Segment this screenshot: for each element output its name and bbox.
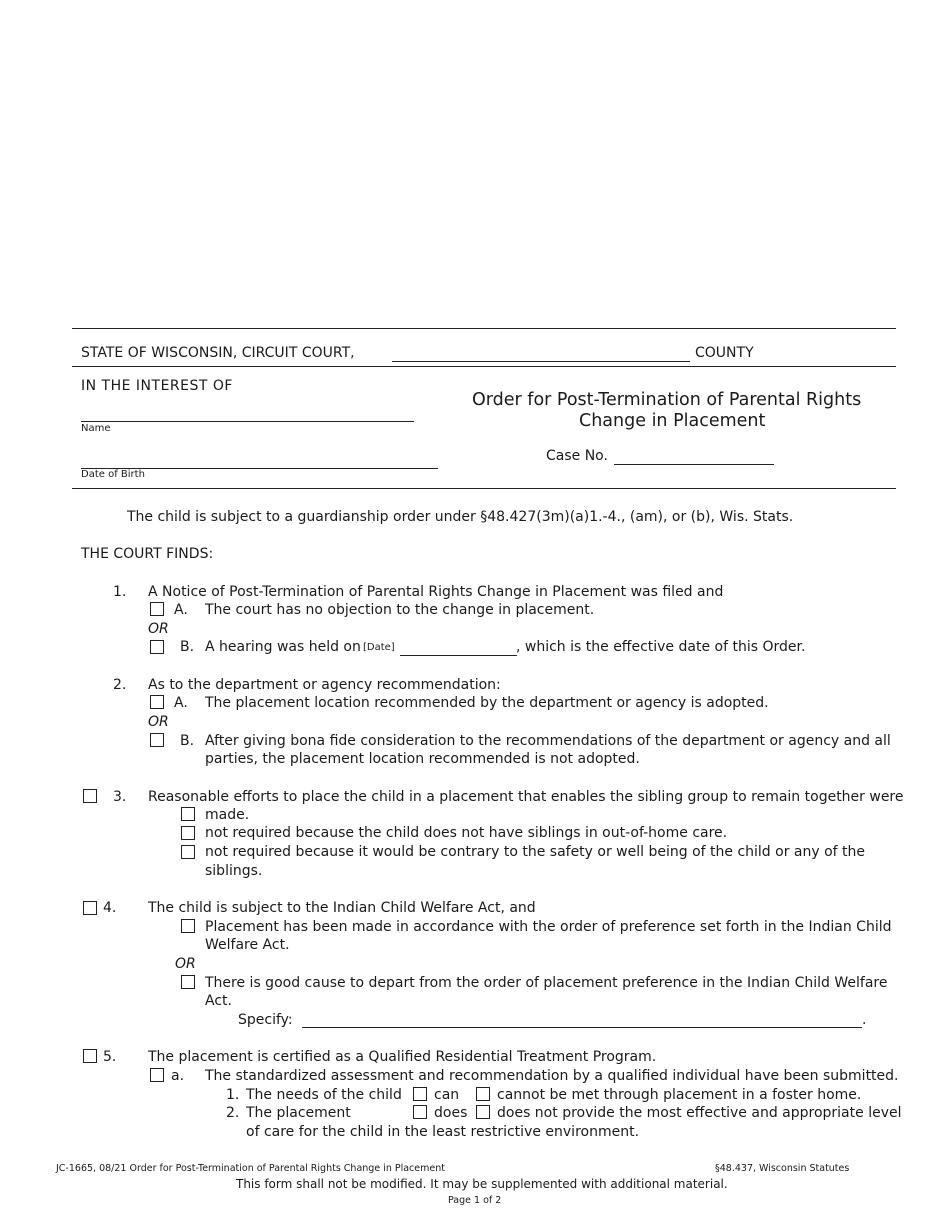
item4-opt1-line1: Placement has been made in accordance with the order of preference set forth in the Indian Child [205,919,892,935]
county-label: COUNTY [695,345,754,361]
item4-opt2-checkbox[interactable] [181,975,195,989]
footer-statute: §48.437, Wisconsin Statutes [715,1163,850,1174]
item5-sub2-doesnot-label: does not provide the most effective and appropriate level [497,1105,902,1121]
footer-page-number: Page 1 of 2 [448,1195,502,1206]
item5-sub2-text: The placement [246,1105,351,1121]
item4-or: OR [175,956,196,972]
footer-notice: This form shall not be modified. It may be supplemented with additional material. [236,1177,728,1191]
item3-text: Reasonable efforts to place the child in a placement that enables the sibling group to remain together were [148,789,904,805]
item5-text: The placement is certified as a Qualified Residential Treatment Program. [148,1049,657,1065]
item1-or: OR [148,621,169,637]
item2-a-checkbox[interactable] [150,695,164,709]
dob-label: Date of Birth [81,469,145,480]
case-no-label: Case No. [546,448,608,464]
item5-checkbox[interactable] [83,1049,97,1063]
item3-opt3-line2: siblings. [205,863,263,879]
item3-opt3-line1: not required because it would be contrary to the safety or well being of the child or any of the [205,844,866,860]
state-court-label: STATE OF WISCONSIN, CIRCUIT COURT, [81,345,355,361]
item4-opt2-line2: Act. [205,993,232,1009]
item1-number: 1. [113,584,127,600]
header-bottom-rule [72,488,896,489]
item3-opt2-checkbox[interactable] [181,826,195,840]
item2-b-checkbox[interactable] [150,733,164,747]
specify-period: . [862,1012,867,1028]
item5-sub1-can-label: can [434,1087,460,1103]
item1-a-text: The court has no objection to the change in placement. [205,602,595,618]
item5-sub2-line2: of care for the child in the least restrictive environment. [246,1124,640,1140]
item2-text: As to the department or agency recommendation: [148,677,501,693]
item5-sub1-text: The needs of the child [246,1087,402,1103]
hearing-date-field[interactable] [400,655,517,656]
item1-b-checkbox[interactable] [150,640,164,654]
form-title-line2: Change in Placement [579,411,766,431]
specify-label: Specify: [238,1012,293,1028]
case-no-field[interactable] [614,464,774,465]
item5-sub2-number: 2. [226,1105,240,1121]
item5-sub2-does-label: does [434,1105,468,1121]
item2-a-letter: A. [174,695,188,711]
footer-form-id: JC-1665, 08/21 Order for Post-Termination of Parental Rights Change in Placement [56,1163,445,1174]
item2-b-text-line2: parties, the placement location recommended is not adopted. [205,751,640,767]
item1-b-date-label: [Date] [363,642,395,653]
item2-a-text: The placement location recommended by the department or agency is adopted. [205,695,769,711]
item5-sub2-doesnot-checkbox[interactable] [476,1105,490,1119]
item4-text: The child is subject to the Indian Child Welfare Act, and [148,900,536,916]
court-finds-heading: THE COURT FINDS: [81,546,214,562]
item5-sub2-does-checkbox[interactable] [413,1105,427,1119]
item2-b-text-line1: After giving bona fide consideration to the recommendations of the department or agency and all [205,733,891,749]
intro-text: The child is subject to a guardianship order under §48.427(3m)(a)1.-4., (am), or (b), Wis. Stats. [127,509,794,525]
item1-text: A Notice of Post-Termination of Parental Rights Change in Placement was filed and [148,584,724,600]
item3-opt1-text: made. [205,807,250,823]
item4-opt2-line1: There is good cause to depart from the order of placement preference in the Indian Child Welfare [205,975,888,991]
specify-field[interactable] [302,1027,862,1028]
item5-sub1-cannot-label: cannot be met through placement in a foster home. [497,1087,862,1103]
item1-b-letter: B. [180,639,195,655]
item5-a-text: The standardized assessment and recommendation by a qualified individual have been submitted. [205,1068,899,1084]
form-title-line1: Order for Post-Termination of Parental Rights [472,390,862,410]
item5-sub1-number: 1. [226,1087,240,1103]
in-interest-of-label: IN THE INTEREST OF [81,378,233,394]
name-label: Name [81,423,111,434]
item5-sub1-can-checkbox[interactable] [413,1087,427,1101]
item1-b-text-pre: A hearing was held on [205,639,361,655]
item4-number: 4. [103,900,117,916]
county-field[interactable] [392,361,690,362]
item2-number: 2. [113,677,127,693]
item5-a-letter: a. [171,1068,185,1084]
header-top-rule [72,328,896,329]
item3-checkbox[interactable] [83,789,97,803]
item3-opt2-text: not required because the child does not have siblings in out-of-home care. [205,825,728,841]
item5-a-checkbox[interactable] [150,1068,164,1082]
item2-b-letter: B. [180,733,195,749]
item4-opt1-checkbox[interactable] [181,919,195,933]
item1-a-letter: A. [174,602,188,618]
item3-number: 3. [113,789,127,805]
name-field[interactable] [81,421,414,422]
item5-number: 5. [103,1049,117,1065]
item5-sub1-cannot-checkbox[interactable] [476,1087,490,1101]
item2-or: OR [148,714,169,730]
item1-b-text-post: , which is the effective date of this Order. [516,639,806,655]
header-mid-rule [72,366,896,367]
item4-opt1-line2: Welfare Act. [205,937,290,953]
item3-opt1-checkbox[interactable] [181,807,195,821]
item3-opt3-checkbox[interactable] [181,845,195,859]
item4-checkbox[interactable] [83,901,97,915]
item1-a-checkbox[interactable] [150,602,164,616]
